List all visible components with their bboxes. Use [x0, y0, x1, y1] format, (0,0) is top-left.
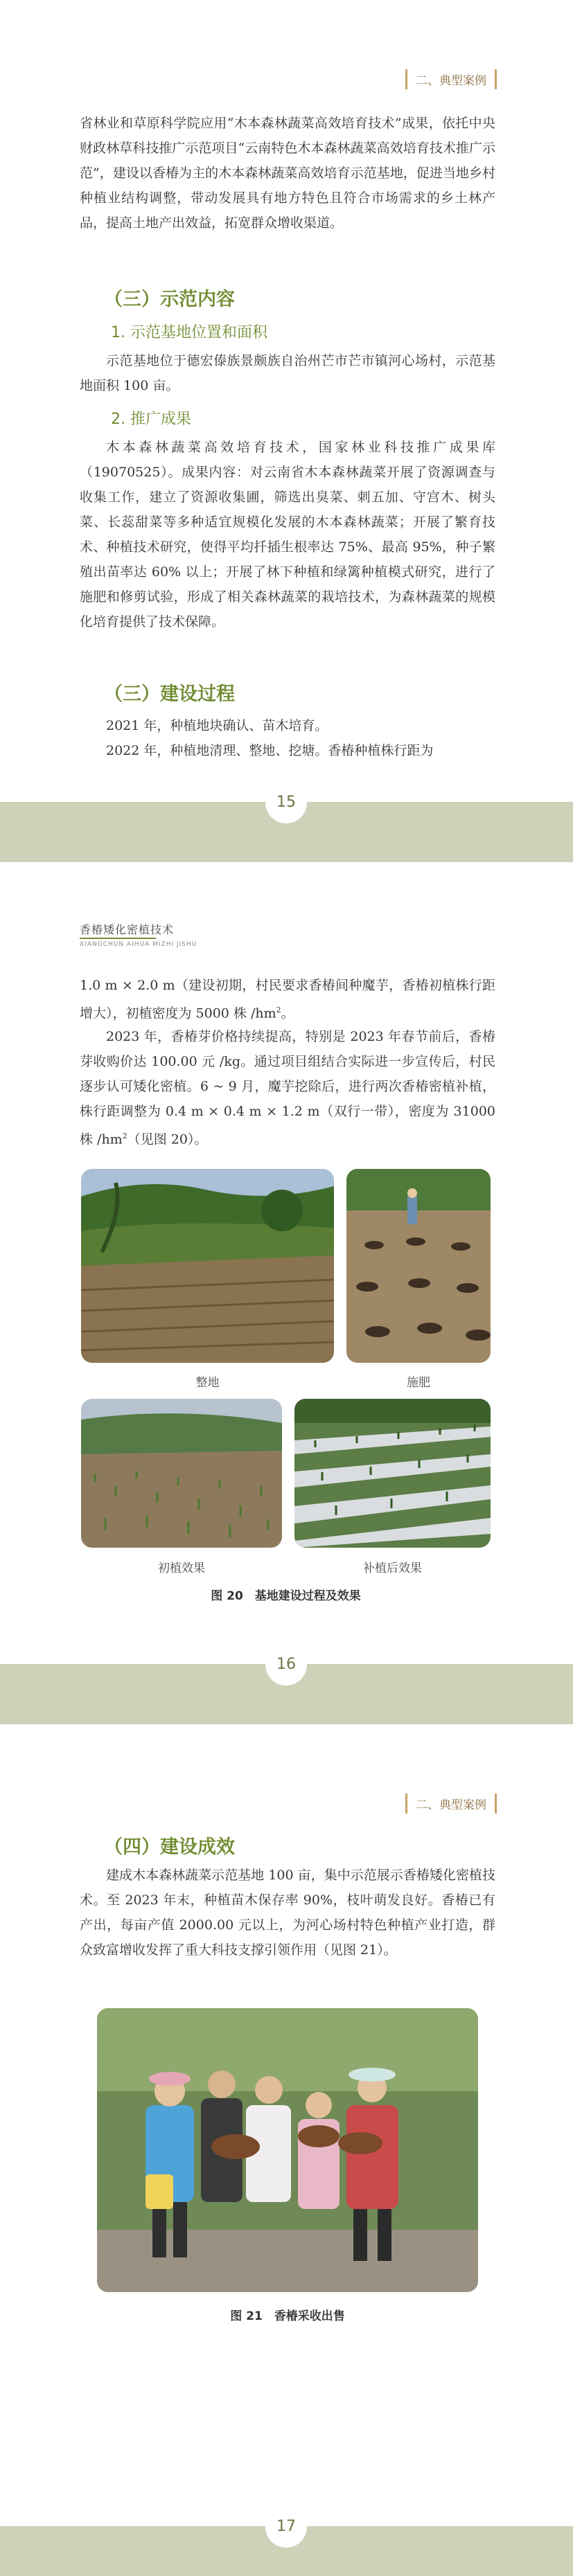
- photo-land-preparation: [81, 1169, 334, 1363]
- after-replanting-image: [294, 1399, 491, 1548]
- photo-after-replanting: [294, 1399, 491, 1548]
- land-preparation-image: [81, 1169, 334, 1363]
- caption-after-replanting: 补植后效果: [363, 1562, 422, 1575]
- results-paragraph: 木本森林蔬菜高效培育技术，国家林业科技推广成果库（19070525）。成果内容：对云南省木本森林蔬菜开展了资源调查与收集工作，建立了资源收集圃，筛选出臭菜、刺五加、守宫木、树头菜、长蕊甜菜等多种适宜规模化发展的木本森林蔬菜；开展了繁育技术、种植技术研究，使得平均扦插生根率达 75%、最高 95%，种子繁殖出苗率达 60% 以上；开展了林下种植和绿篱种植模式研究，进行了施肥和修剪试验，形成了相关森林蔬菜的栽培技术，为森林蔬菜的规模化培育提供了技术保障。: [80, 440, 495, 629]
- chapter-header: 二、典型案例: [405, 69, 497, 89]
- caption-initial-planting: 初植效果: [158, 1562, 205, 1575]
- book-title-en: XIANGCHUN AIHUA MIZHI JISHU: [80, 941, 197, 948]
- density-paragraph: [80, 1024, 495, 1152]
- photo-harvest-sale: [97, 2008, 478, 2292]
- photo-initial-planting: [81, 1399, 282, 1548]
- harvest-sale-image: [97, 2008, 478, 2292]
- subsection-title-results: 2. 推广成果: [111, 411, 191, 428]
- page-number: 16: [265, 1644, 307, 1685]
- subsection-title-location: 1. 示范基地位置和面积: [111, 324, 267, 341]
- section-title-build-process: （三）建设过程: [104, 679, 235, 706]
- results-summary-paragraph: 建成木本森林蔬菜示范基地 100 亩，集中示范展示香椿矮化密植技术。至 2023 年末，种植苗木保存率 90%，枝叶萌发良好。香椿已有产出，每亩产值 2000.00 元以上，为河心场村特色种植产业打造，群众致富增收发挥了重大科技支撑引领作用（见图 21）。: [80, 1868, 495, 1958]
- spacing-text: 1.0 m × 2.0 m（建设初期，村民要求香椿间种魔芋，香椿初植株行距增大），初植密度为 5000 株 /hm: [80, 978, 495, 1021]
- initial-planting-image: [81, 1399, 282, 1548]
- build-paragraph-2022: 2022 年，种植地清理、整地、挖塘。香椿种植株行距为: [106, 743, 434, 758]
- caption-land-preparation: 整地: [195, 1376, 220, 1390]
- section-title-demo-content: （三）示范内容: [104, 284, 235, 311]
- book-title-cn: 香椿矮化密植技术: [80, 923, 175, 936]
- figure-21-caption: 图 21 香椿采收出售: [230, 2309, 345, 2323]
- spacing-text-end: 。: [281, 1005, 294, 1021]
- fertilizing-image: [346, 1169, 491, 1363]
- photo-fertilizing: [346, 1169, 491, 1363]
- figure-20-caption: 图 20 基地建设过程及效果: [211, 1589, 361, 1603]
- page-15: [0, 0, 573, 802]
- spacing-paragraph: [80, 973, 495, 1026]
- section-title-results: （四）建设成效: [104, 1832, 235, 1859]
- build-paragraph-2021: 2021 年，种植地块确认、苗木培育。: [106, 718, 328, 733]
- intro-paragraph: 省林业和草原科学院应用“木本森林蔬菜高效培育技术”成果，依托中央财政林草科技推广示范项目“云南特色木本森林蔬菜高效培育技术推广示范”，建设以香椿为主的木本森林蔬菜高效培育示范基地，促进当地乡村种植业结构调整，带动发展具有地方特色且符合市场需求的乡土林产品，提高土地产出效益，拓宽群众增收渠道。: [80, 116, 495, 231]
- page-number: 15: [265, 782, 307, 823]
- unit-superscript: 2: [276, 1005, 281, 1014]
- caption-fertilizing: 施肥: [407, 1376, 430, 1390]
- unit-superscript: 2: [122, 1132, 127, 1141]
- location-paragraph: 示范基地位于德宏傣族景颇族自治州芒市芒市镇河心场村，示范基地面积 100 亩。: [80, 353, 495, 393]
- book-title-rule: [80, 938, 156, 939]
- chapter-header: 二、典型案例: [405, 1794, 497, 1814]
- page-number: 17: [265, 2506, 307, 2548]
- book-title: [80, 921, 197, 948]
- density-text: 2023 年，香椿芽价格持续提高，特别是 2023 年春节前后，香椿芽收购价达 100.00 元 /kg。通过项目组结合实际进一步宣传后，村民逐步认可矮化密植。6 ~ 9 月，魔芋挖除后，进行两次香椿密植补植，株行距调整为 0.4 m × 0.4 m × 1.2 m（双行一带），密度为 31000 株 /hm: [80, 1029, 495, 1147]
- density-text-end: （见图 20）。: [127, 1132, 208, 1147]
